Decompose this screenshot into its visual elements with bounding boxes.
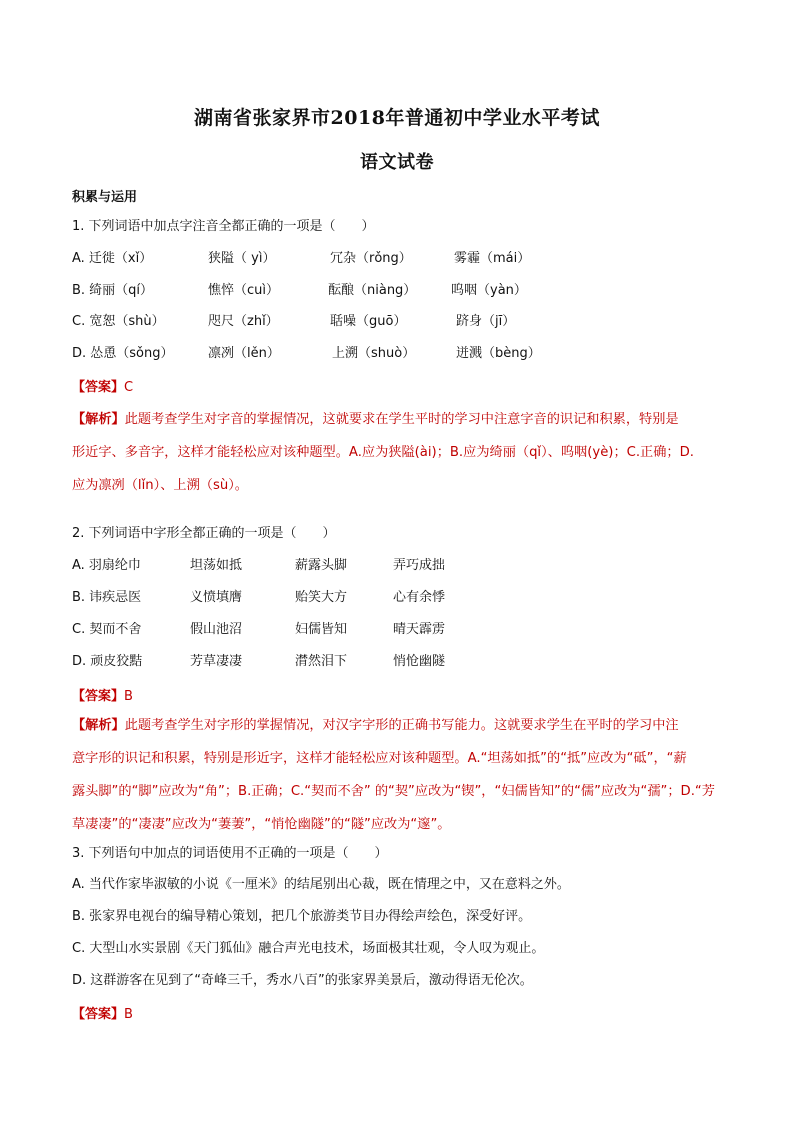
option-term: 薪露头脚 (295, 558, 348, 573)
explanation-line: 露头脚”的“脚”应改为“角”；B.正确；C.“契而不舍” 的“契”应改为“锲”，“妇儒皆知”的“儒”应改为“孺”；D.“芳 (72, 784, 715, 799)
option-term: 妇儒皆知 (295, 622, 348, 637)
option-term: 跻身（jī） (456, 314, 516, 329)
option-term: 呜咽（yàn） (451, 283, 527, 298)
option-term: 酝酿（niàng） (328, 283, 417, 298)
question-3-answer (72, 1003, 133, 1022)
question-1-explanation (72, 403, 722, 502)
explanation-line: 应为凛冽（lǐn）、上溯（sù）。 (72, 478, 248, 493)
option-term: 晴天霹雳 (393, 622, 446, 637)
option-term: C. 契而不舍 (72, 622, 142, 637)
page-subtitle: 语文试卷 (360, 152, 434, 173)
answer-tag: 【答案】 (72, 380, 125, 395)
option-term: B. 讳疾忌医 (72, 590, 142, 605)
option-term: 憔悴（cuì） (208, 283, 279, 298)
explanation-line: 意字形的识记和积累，特别是形近字，这样才能轻松应对该种题型。A.“坦荡如抵”的“抵”应改为“砥”，“薪 (72, 751, 687, 766)
option-term: 聒噪（guō） (330, 314, 407, 329)
option-term: 迸溅（bèng） (456, 346, 541, 361)
question-1-stem: 1. 下列词语中加点字注音全都正确的一项是（ ） (72, 219, 375, 234)
answer-value: B (124, 1007, 133, 1022)
option-term: 义愤填膺 (190, 590, 243, 605)
option-term: D. 顽皮狡黠 (72, 654, 143, 669)
option-term: 坦荡如抵 (190, 558, 243, 573)
option-term: 凛冽（lěn） (208, 346, 280, 361)
option-term: 芳草凄凄 (190, 654, 243, 669)
page-title: 湖南省张家界市2018年普通初中学业水平考试 (194, 107, 600, 129)
question-3-option-a: A. 当代作家毕淑敏的小说《一厘米》的结尾别出心裁，既在情理之中，又在意料之外。 (72, 877, 570, 892)
explanation-tag: 【解析】 (72, 412, 125, 427)
explanation-line: 形近字、多音字，这样才能轻松应对该种题型。A.应为狭隘(ài)；B.应为绮丽（qǐ）、呜咽(yè)；C.正确；D. (72, 445, 694, 460)
question-3-option-d: D. 这群游客在见到了“奇峰三千，秀水八百”的张家界美景后，激动得语无伦次。 (72, 973, 533, 988)
option-term: C. 宽恕（shù） (72, 314, 165, 329)
explanation-line: 此题考查学生对字音的掌握情况，这就要求在学生平时的学习中注意字音的识记和积累，特别是 (124, 412, 679, 427)
question-2-answer (72, 685, 133, 704)
option-term: A. 羽扇纶巾 (72, 558, 141, 573)
option-term: 上溯（shuò） (332, 346, 416, 361)
answer-value: C (124, 380, 134, 395)
answer-value: B (124, 689, 133, 704)
answer-tag: 【答案】 (72, 689, 125, 704)
question-3-stem: 3. 下列语句中加点的词语使用不正确的一项是（ ） (72, 846, 388, 861)
option-term: 弄巧成拙 (393, 558, 446, 573)
explanation-line: 草凄凄”的“凄凄”应改为“萋萋”，“悄怆幽隧”的“隧”应改为“邃”。 (72, 817, 451, 832)
option-term: B. 绮丽（qí） (72, 283, 154, 298)
question-3-option-b: B. 张家界电视台的编导精心策划，把几个旅游类节目办得绘声绘色，深受好评。 (72, 909, 532, 924)
option-term: 心有余悸 (393, 590, 446, 605)
section-heading: 积累与运用 (72, 190, 138, 205)
question-1-answer (72, 376, 133, 395)
option-term: 咫尺（zhǐ） (208, 314, 279, 329)
option-term: 狭隘（ yì） (208, 251, 276, 266)
option-term: D. 怂恿（sǒng） (72, 346, 174, 361)
question-3-option-c: C. 大型山水实景剧《天门狐仙》融合声光电技术，场面极其壮观，令人叹为观止。 (72, 941, 545, 956)
option-term: A. 迁徙（xǐ） (72, 251, 153, 266)
option-term: 潸然泪下 (295, 654, 348, 669)
question-2-stem: 2. 下列词语中字形全都正确的一项是（ ） (72, 526, 336, 541)
option-term: 假山池沼 (190, 622, 243, 637)
question-2-explanation (72, 709, 722, 841)
option-term: 雾霾（mái） (454, 251, 531, 266)
answer-tag: 【答案】 (72, 1007, 125, 1022)
option-term: 悄怆幽隧 (393, 654, 446, 669)
explanation-line: 此题考查学生对字形的掌握情况，对汉字字形的正确书写能力。这就要求学生在平时的学习中注 (124, 718, 679, 733)
option-term: 冗杂（rǒng） (330, 251, 412, 266)
explanation-tag: 【解析】 (72, 718, 125, 733)
option-term: 贻笑大方 (295, 590, 348, 605)
